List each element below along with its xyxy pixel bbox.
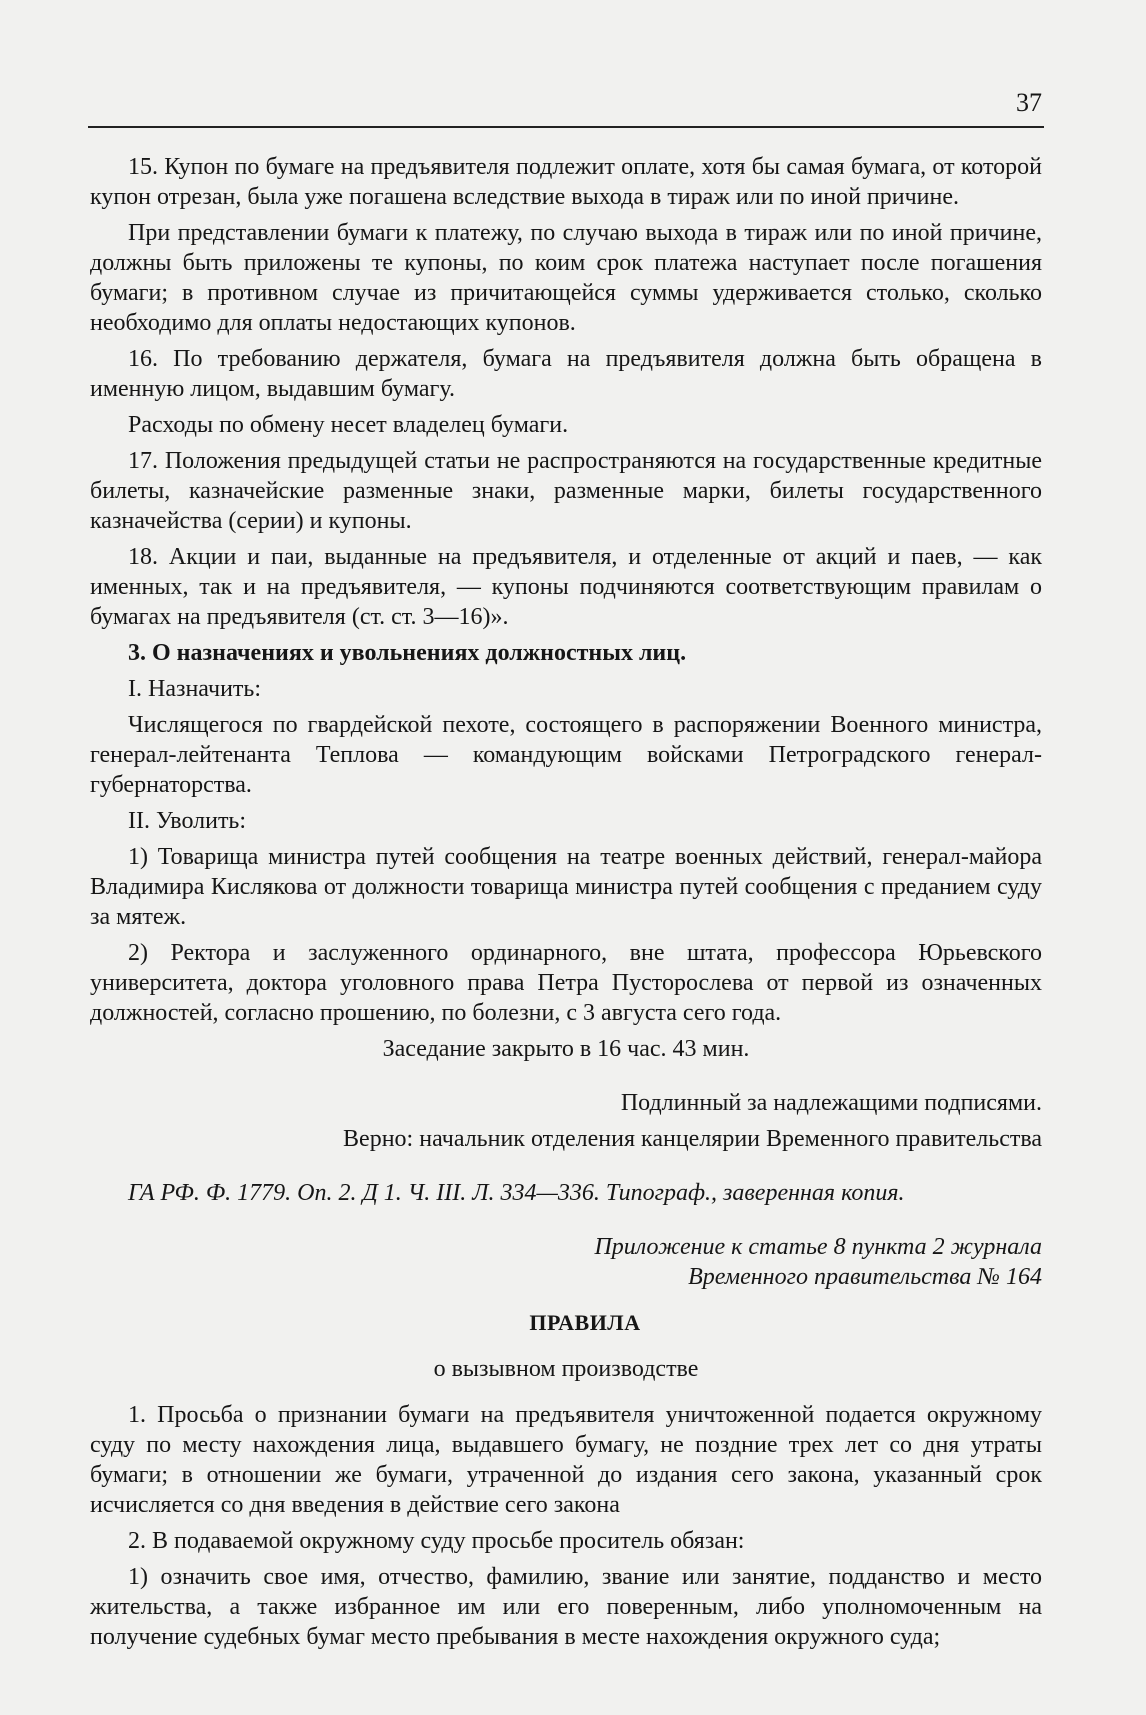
rule-2: 2. В подаваемой окружному суду просьбе проситель обязан: [128,1528,745,1554]
signatures-note: Подлинный за надлежащими подписями. [620,1090,1042,1116]
paragraph-15: 15. Купон по бумаге на предъявителя подлежит оплате, хотя бы самая бумага, от которой купон отрезан, была уже погашена вследствие выхода в тираж или по иной причине. [90,154,1042,210]
paragraph-15-continued: При представлении бумаги к платежу, по случаю выхода в тираж или по иной причине, должны быть приложены те купоны, по коим срок платежа наступает после погашения бумаги; в противном случае из причитающейся суммы удерживается столько, сколько необходимо для оплаты недостающих купонов. [90,220,1042,336]
rules-subtitle: о вызывном производстве [433,1356,699,1382]
section-3-heading: 3. О назначениях и увольнениях должностных лиц. [128,640,687,666]
dismiss-item-1: 1) Товарища министра путей сообщения на театре военных действий, генерал-майора Владимира Кислякова от должности товарища министра путей сообщения с преданием суду за мятеж. [90,844,1042,930]
rule-2-item-1: 1) означить свое имя, отчество, фамилию, звание или занятие, подданство и место жительства, а также избранное им или его поверенным, либо уполномоченным на получение судебных бумаг место пребывания в месте нахождения окружного суда; [90,1564,1042,1650]
header-rule [88,126,1044,128]
archive-reference: ГА РФ. Ф. 1779. Оп. 2. Д 1. Ч. III. Л. 334—336. Типограф., заверенная копия. [128,1180,905,1206]
rule-1: 1. Просьба о признании бумаги на предъявителя уничтоженной подается окружному суду по месту нахождения лица, выдавшего бумагу, не поздние трех лет со дня утраты бумаги; в отношении же бумаги, утраченной до издания сего закона, указанный срок исчисляется со дня введения в действие сего закона [90,1402,1042,1518]
session-closed: Заседание закрыто в 16 час. 43 мин. [382,1036,750,1062]
paragraph-16: 16. По требованию держателя, бумага на предъявителя должна быть обращена в именную лицом, выдавшим бумагу. [90,346,1042,402]
paragraph-16-continued: Расходы по обмену несет владелец бумаги. [128,412,569,438]
paragraph-18: 18. Акции и паи, выданные на предъявителя, и отделенные от акций и паев, — как именных, так и на предъявителя, — купоны подчиняются соответствующим правилам о бумагах на предъявителя (ст. ст. 3—16)». [90,544,1042,630]
appendix-line-1: Приложение к статье 8 пункта 2 журнала [594,1234,1042,1260]
appoint-heading: I. Назначить: [128,676,262,702]
paragraph-17: 17. Положения предыдущей статьи не распространяются на государственные кредитные билеты, казначейские разменные знаки, разменные марки, билеты государственного казначейства (серии) и купоны. [90,448,1042,534]
dismiss-heading: II. Уволить: [128,808,247,834]
page-number: 37 [1016,88,1042,117]
rules-title: ПРАВИЛА [529,1310,641,1335]
appendix-line-2: Временного правительства № 164 [688,1264,1042,1290]
document-body [90,152,1042,1658]
appoint-text: Числящегося по гвардейской пехоте, состоящего в распоряжении Военного министра, генерал-лейтенанта Теплова — командующим войсками Петроградского генерал-губернаторства. [90,712,1042,798]
dismiss-item-2: 2) Ректора и заслуженного ординарного, вне штата, профессора Юрьевского университета, доктора уголовного права Петра Пусторослева от первой из означенных должностей, согласно прошению, по болезни, с 3 августа сего года. [90,940,1042,1026]
certified-note: Верно: начальник отделения канцелярии Временного правительства [343,1126,1042,1152]
